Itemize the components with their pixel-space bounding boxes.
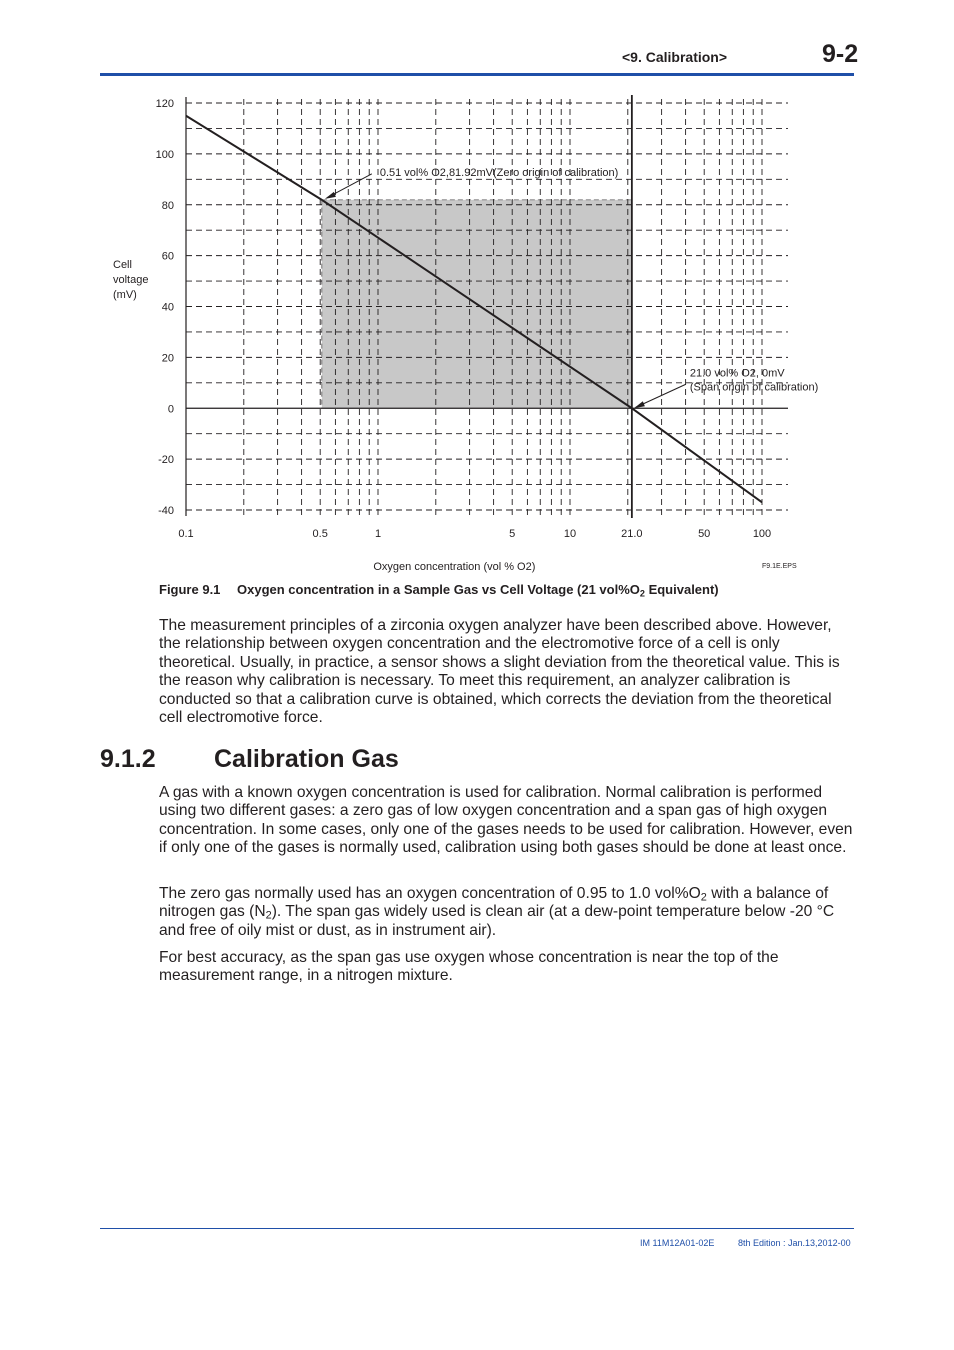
y-tick-label: 20 bbox=[161, 352, 174, 365]
span-origin-annotation-line1: 21.0 vol% O2, 0mV bbox=[689, 367, 785, 380]
oxygen-voltage-chart bbox=[100, 85, 820, 580]
section-paragraph-1: A gas with a known oxygen concentration is used for calibration. Normal calibration is performed using two different gases: a zero gas of low oxygen concentration and a span gas of high oxygen concentration. In some cases, only one of the gases needs to be used for calibration. However, even if only one of the gases is normally used, calibration using both gases should be done at least once. bbox=[159, 784, 853, 857]
x-tick-label: 0.1 bbox=[178, 528, 194, 540]
header-section-title: <9. Calibration> bbox=[622, 49, 728, 65]
x-tick-label: 0.5 bbox=[312, 528, 328, 540]
figure-caption bbox=[159, 582, 719, 597]
x-tick-label: 5 bbox=[509, 528, 516, 540]
y-axis-label: (mV) bbox=[113, 289, 137, 301]
section-paragraph-2: The zero gas normally used has an oxygen concentration of 0.95 to 1.0 $vol\%O_2$ with a balance of nitrogen gas $(N_2)$. The span gas widely used is clean air (at a dew-point temperature below -20 °C and free of oily mist or dust, as in instrument air). bbox=[159, 885, 835, 939]
y-axis-label: voltage bbox=[113, 274, 149, 286]
y-axis-label: Cell bbox=[113, 259, 132, 271]
footer-doc-id: IM 11M12A01-02E bbox=[640, 1238, 715, 1248]
x-axis-label: Oxygen concentration (vol % O2) bbox=[373, 561, 536, 573]
x-tick-label: 1 bbox=[374, 528, 382, 540]
y-tick-label: 120 bbox=[155, 98, 174, 110]
figure-caption-text: Oxygen concentration in a Sample Gas vs Cell Voltage (21 $vol\%O_2$ Equivalent) bbox=[237, 582, 719, 599]
y-tick-label: 40 bbox=[161, 301, 174, 314]
span-origin-annotation-line2: (Span origin of calibration) bbox=[689, 381, 819, 394]
footer-rule bbox=[100, 1228, 854, 1229]
span-origin-arrow bbox=[634, 401, 645, 408]
section-number: 9.1.2 bbox=[100, 745, 156, 773]
section-paragraph-3: For best accuracy, as the span gas use oxygen whose concentration is near the top of the measurement range, in a nitrogen mixture. bbox=[159, 949, 779, 985]
y-tick-label: 100 bbox=[155, 148, 174, 161]
zero-origin-arrow bbox=[325, 192, 336, 199]
section-title: Calibration Gas bbox=[214, 745, 399, 773]
intro-paragraph: The measurement principles of a zirconia oxygen analyzer have been described above. However, the relationship between oxygen concentration and the electromotive force of a cell is only theoretical. Usually, in practice, a sensor shows a slight deviation from the theoretical value. This is the reason why calibration is necessary. To meet this requirement, an analyzer calibration is conducted so that a calibration curve is obtained, which corrects the deviation from the theoretical cell electromotive force. bbox=[159, 617, 840, 727]
y-tick-label: 0 bbox=[167, 403, 174, 416]
figure-file-label: F9.1E.EPS bbox=[762, 563, 797, 570]
x-tick-label: 100 bbox=[752, 528, 772, 540]
zero-origin-annotation: 0.51 vol% O2,81.92mV(Zero origin of calibration) bbox=[379, 166, 619, 179]
y-tick-label: -40 bbox=[158, 505, 174, 517]
footer-edition: 8th Edition : Jan.13,2012-00 bbox=[738, 1238, 851, 1248]
x-tick-label: 50 bbox=[698, 528, 711, 540]
header-rule bbox=[100, 73, 854, 76]
x-tick-label: 21.0 bbox=[621, 528, 643, 540]
section-heading bbox=[100, 745, 399, 774]
page-number: 9-2 bbox=[822, 40, 859, 68]
y-tick-label: -20 bbox=[158, 454, 174, 467]
figure-number: Figure 9.1 bbox=[159, 582, 221, 597]
y-tick-label: 80 bbox=[161, 199, 174, 212]
y-tick-label: 60 bbox=[161, 250, 174, 263]
x-tick-label: 10 bbox=[563, 528, 577, 540]
